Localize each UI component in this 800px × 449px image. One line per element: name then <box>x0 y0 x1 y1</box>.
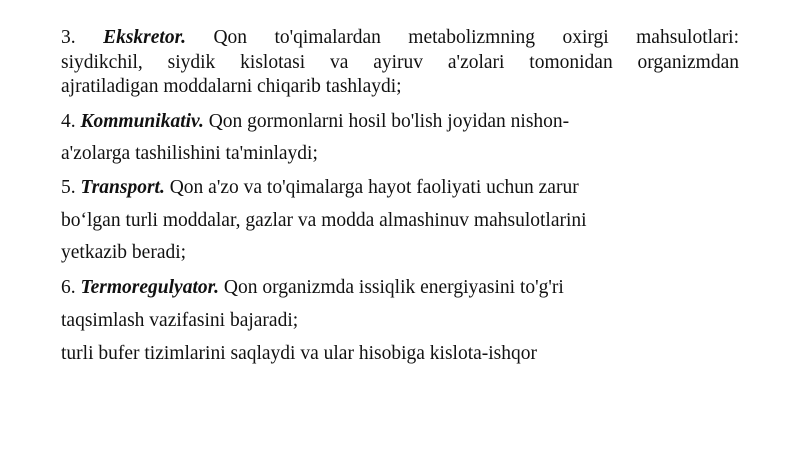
item-3-number: 3. <box>61 27 76 48</box>
item-6-line-2: taqsimlash vazifasini bajaradi; <box>61 310 299 331</box>
item-5-line-2: bo‘lgan turli moddalar, gazlar va modda almashinuv mahsulotlarini <box>61 210 587 231</box>
item-4-line-2: a'zolarga tashilishini ta'minlaydi; <box>61 143 318 164</box>
item-5-number: 5. <box>61 177 76 198</box>
item-5-text-1: Qon a'zo va to'qimalarga hayot faoliyati uchun zarur <box>169 177 579 198</box>
item-3-line-2: siydikchil, siydik kislotasi va ayiruv a'zolari tomonidan organizmdan <box>61 52 739 73</box>
item-5-line-1 <box>61 177 579 199</box>
item-6-line-1 <box>61 277 564 299</box>
item-3-text-1: Qon to'qimalardan metabolizmning oxirgi mahsulotlari: <box>213 27 740 48</box>
item-3-term: Ekskretor. <box>103 27 186 48</box>
item-6-text-1: Qon organizmda issiqlik energiyasini to'g'ri <box>223 277 564 298</box>
item-6-term: Termoregulyator. <box>80 277 219 298</box>
item-4-line-1 <box>61 111 569 133</box>
trailing-line: turli bufer tizimlarini saqlaydi va ular hisobiga kislota-ishqor <box>61 343 538 364</box>
item-5-term: Transport. <box>80 177 165 198</box>
item-4-text-1: Qon gormonlarni hosil bo'lish joyidan nishon- <box>208 111 570 132</box>
item-5-line-3: yetkazib beradi; <box>61 242 187 263</box>
item-4-number: 4. <box>61 111 76 132</box>
item-3-line-3: ajratiladigan moddalarni chiqarib tashlaydi; <box>61 76 402 97</box>
item-3-line-1 <box>61 27 739 49</box>
item-4-term: Kommunikativ. <box>80 111 204 132</box>
item-6-number: 6. <box>61 277 76 298</box>
